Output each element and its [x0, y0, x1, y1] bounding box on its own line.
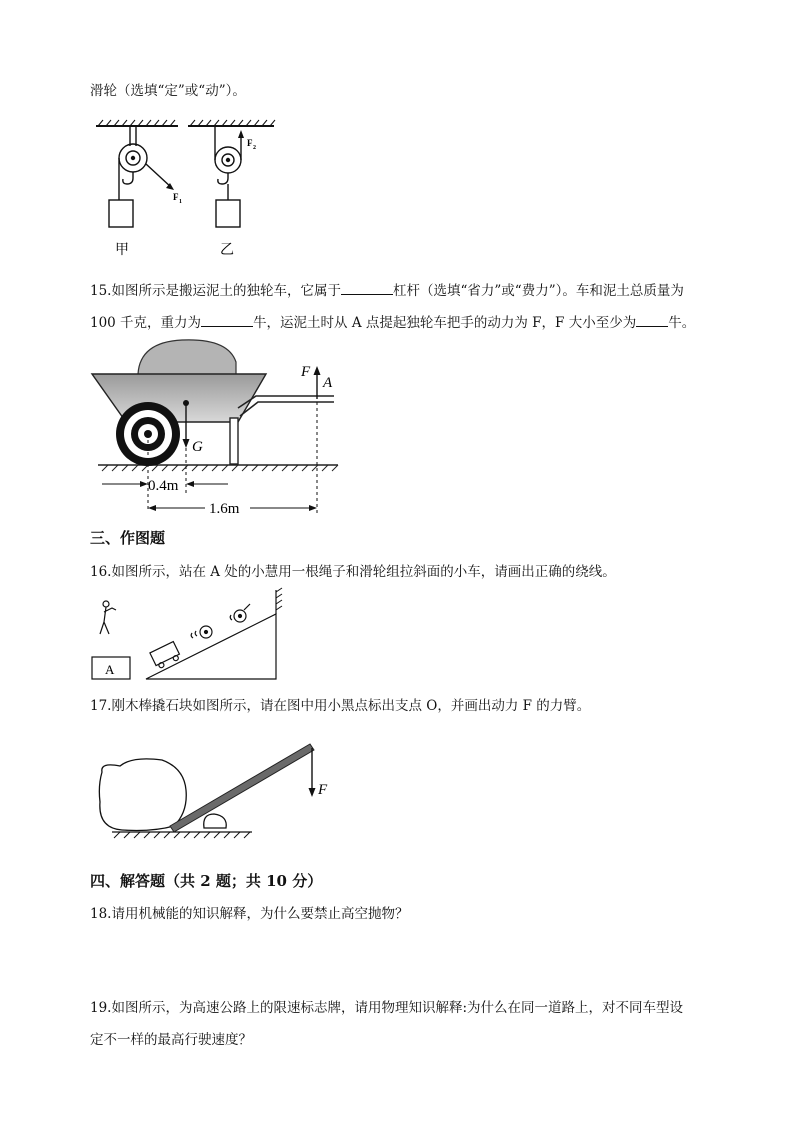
q14-movable-pulley	[188, 120, 275, 227]
q17-text: 17.刚木棒撬石块如图所示，请在图中用小黑点标出支点 O，并画出动力 F 的力臂。	[90, 698, 591, 714]
q14-label-f2-sub: 2	[253, 145, 256, 151]
q14-label-f1: F	[173, 192, 179, 202]
q15-dim-short: 0.4m	[148, 478, 179, 494]
q19-line1: 19.如图所示，为高速公路上的限速标志牌，请用物理知识解释:为什么在同一道路上，对不同车型设	[90, 1000, 684, 1016]
q16-incline-figure	[90, 588, 290, 684]
q14-tail-text: 滑轮（选填“定”或“动”）。	[90, 83, 246, 99]
q14-caption-left: 甲	[115, 243, 129, 258]
section-4-title: 四、解答题（共 2 题；共 10 分）	[90, 872, 323, 890]
lever-bar	[170, 744, 314, 832]
q15-blank-3[interactable]	[636, 312, 668, 327]
q15-line1: 15.如图所示是搬运泥土的独轮车，它属于 杠杆（选填“省力”或“费力”）。车和泥土总质量为	[90, 280, 684, 301]
q15-label-f: F	[301, 364, 311, 380]
q14-label-f2: F	[247, 138, 253, 148]
q18-text: 18.请用机械能的知识解释，为什么要禁止高空抛物？	[90, 906, 409, 922]
q14-caption-right: 乙	[220, 243, 234, 258]
tray	[92, 374, 266, 422]
q16-text: 16.如图所示，站在 A 处的小慧用一根绳子和滑轮组拉斜面的小车，请画出正确的绕线。	[90, 564, 616, 580]
q17-lever-figure	[92, 742, 342, 842]
q15-label-g: G	[192, 439, 203, 455]
q14-pulley-figure	[92, 118, 292, 263]
soil-mound	[138, 340, 236, 376]
q17-label-f: F	[318, 782, 328, 798]
section-3-title: 三、作图题	[90, 529, 166, 547]
q15-wheelbarrow-figure	[90, 336, 350, 521]
q15-blank-2[interactable]	[201, 312, 253, 327]
q19-line2: 定不一样的最高行驶速度？	[90, 1032, 252, 1048]
q16-label-a: A	[105, 662, 115, 677]
q14-label-f1-sub: 1	[179, 199, 182, 205]
q14-fixed-pulley	[96, 120, 178, 227]
q15-blank-1[interactable]	[341, 280, 393, 295]
q15-line2: 100 千克，重力为 牛，运泥土时从 A 点提起独轮车把手的动力为 F，F 大小至少为 牛。	[90, 312, 695, 333]
q15-label-a: A	[323, 375, 333, 391]
q15-dim-long: 1.6m	[209, 501, 240, 517]
rock	[99, 759, 186, 831]
